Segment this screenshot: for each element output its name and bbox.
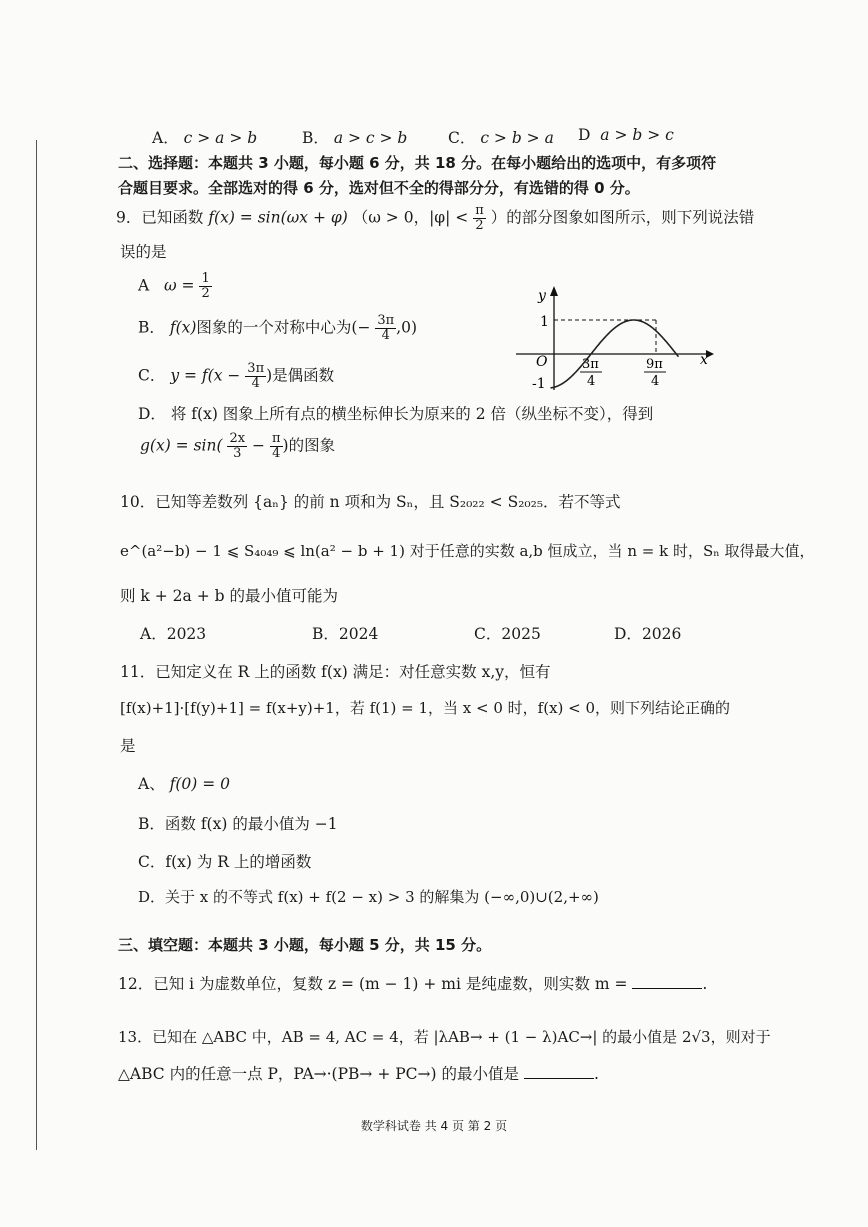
q9-stem: [116, 204, 754, 233]
q12-text: 12．已知 i 为虚数单位，复数 z = (m − 1) + mi 是纯虚数，则实数 m =: [118, 975, 628, 993]
q10-option-d: [614, 622, 681, 644]
q8-option-a: [152, 126, 257, 148]
q10-line1: 10．已知等差数列 {aₙ} 的前 n 项和为 Sₙ，且 S₂₀₂₂ < S₂₀₂₅．若不等式: [120, 493, 621, 511]
option-expr-post: )的图象: [282, 436, 336, 455]
x-tick-9pi-num: 9π: [646, 357, 663, 372]
q9-function: f(x) = sin(ωx + φ): [208, 208, 348, 227]
fraction-denominator: 2: [475, 218, 484, 233]
q12: [118, 972, 707, 994]
x-axis-label: x: [700, 352, 708, 368]
q9-cond-fraction: [473, 204, 486, 233]
x-tick-3pi-num: 3π: [582, 357, 599, 372]
option-value: 2023: [166, 625, 207, 643]
q13-end: .: [593, 1065, 599, 1083]
x-tick-3pi-den: 4: [587, 374, 596, 389]
q10-line2: e^(a²−b) − 1 ⩽ S₄₀₄₉ ⩽ ln(a² − b + 1) 对于任意的实数 a,b 恒成立，当 n = k 时，Sₙ 取得最大值，: [120, 542, 815, 560]
option-text: 图象的一个对称中心为: [196, 318, 352, 337]
option-expr-pre: g(x) = sin(: [140, 436, 223, 455]
option-text: f(x) 为 R 上的增函数: [165, 853, 312, 871]
option-text: f(0) = 0: [169, 775, 231, 793]
q13-line2-text: △ABC 内的任意一点 P，PA→·(PB→ + PC→) 的最小值是: [118, 1065, 519, 1083]
binding-margin-line: [36, 140, 37, 1150]
option-text: 关于 x 的不等式 f(x) + f(2 − x) > 3 的解集为 (−∞,0)∪(2,+∞): [165, 888, 599, 906]
q9-option-d: [138, 402, 653, 424]
q10-option-a: [140, 622, 206, 644]
fraction-numerator: 1: [201, 271, 210, 286]
option-label: D: [578, 126, 591, 144]
option-expr: ω =: [163, 276, 195, 295]
q8-option-b: [302, 126, 407, 148]
q9-option-d-formula: [140, 432, 335, 461]
option-expr: f(x): [169, 318, 197, 337]
q9-option-a: [138, 272, 212, 301]
q9-condition: （ω > 0，|φ| <: [352, 208, 469, 227]
q9-stem-c: 误的是: [120, 243, 167, 261]
section2-line1: 二、选择题：本题共 3 小题，每小题 6 分，共 18 分。在每小题给出的选项中，有多项符: [118, 154, 717, 172]
q9-stem-b: ）的部分图象如图所示，则下列说法错: [490, 208, 755, 227]
option-expr-post: ,0): [396, 318, 418, 337]
option-label: D．: [138, 888, 166, 906]
q13-answer-blank[interactable]: [524, 1077, 594, 1079]
option-label: A: [138, 276, 150, 295]
q9-stem-a: 9．已知函数: [116, 208, 204, 227]
option-expr-pre: y = f(x −: [170, 366, 241, 385]
option-text: 将 f(x) 图象上所有点的横坐标伸长为原来的 2 倍（纵坐标不变），得到: [170, 405, 654, 423]
q11-option-d: [138, 886, 599, 907]
option-expr-post: )是偶函数: [266, 366, 335, 385]
option-label: D．: [138, 405, 166, 423]
q11-line2: [f(x)+1]·[f(y)+1] = f(x+y)+1，若 f(1) = 1，当 x < 0 时，f(x) < 0，则下列结论正确的: [120, 699, 731, 717]
y-tick-neg-one: -1: [532, 376, 546, 392]
q13-line1: 13．已知在 △ABC 中，AB = 4, AC = 4，若 |λAB→ + (1 − λ)AC→| 的最小值是 2√3，则对于: [118, 1028, 771, 1046]
option-fraction-1: [227, 432, 247, 461]
option-label: A．: [152, 129, 179, 147]
option-label: B．: [138, 318, 165, 337]
section3-header: 三、填空题：本题共 3 小题，每小题 5 分，共 15 分。: [118, 936, 492, 954]
option-label: C．: [138, 366, 166, 385]
q11-line1: 11．已知定义在 R 上的函数 f(x) 满足：对任意实数 x,y，恒有: [120, 663, 551, 681]
fraction-denominator: 3: [233, 446, 242, 461]
option-fraction: [199, 272, 211, 301]
fraction-numerator: π: [271, 431, 281, 446]
option-label: B．: [312, 625, 339, 643]
q11-option-c: [138, 850, 311, 872]
option-text: 函数 f(x) 的最小值为 −1: [164, 815, 338, 833]
option-label: B．: [302, 129, 329, 147]
fraction-denominator: 4: [251, 376, 260, 391]
option-expr-pre: (−: [351, 318, 371, 337]
y-axis-arrow-icon: [550, 286, 558, 296]
option-label: B．: [138, 815, 165, 833]
q11-option-a: [138, 772, 230, 794]
q11-line3: 是: [120, 737, 136, 755]
fraction-denominator: 4: [272, 446, 281, 461]
y-axis-label: y: [538, 288, 546, 304]
minus-sign: −: [252, 436, 266, 455]
q9-option-c: [138, 362, 334, 391]
option-label: C．: [138, 853, 166, 871]
option-value: 2024: [338, 625, 379, 643]
option-label: D．: [614, 625, 642, 643]
option-label: C．: [474, 625, 502, 643]
fraction-numerator: 2x: [229, 431, 246, 446]
q13-line2: [118, 1062, 599, 1084]
section2-line2: 合题目要求。全部选对的得 6 分，选对但不全的得部分分，有选错的得 0 分。: [118, 179, 640, 197]
q8-options: [0, 126, 868, 148]
q12-end: .: [702, 975, 708, 993]
fraction-numerator: 3π: [377, 313, 395, 328]
option-fraction: [245, 362, 266, 391]
fraction-denominator: 2: [201, 286, 210, 301]
option-label: A．: [140, 625, 167, 643]
page-footer: 数学科试卷 共 4 页 第 2 页: [360, 1119, 508, 1133]
option-expr: c > a > b: [183, 129, 258, 147]
option-value: 2025: [501, 625, 541, 643]
q10-options: [0, 622, 868, 644]
option-fraction-2: [270, 432, 283, 461]
option-value: 2026: [641, 625, 682, 643]
option-label: C．: [448, 129, 476, 147]
q9-option-b: [138, 314, 417, 343]
x-tick-9pi-den: 4: [651, 374, 660, 389]
fraction-denominator: 4: [381, 328, 390, 343]
q9-sine-graph: [510, 282, 720, 402]
q10-option-b: [312, 622, 378, 644]
option-expr: c > b > a: [480, 129, 554, 147]
q10-line3: 则 k + 2a + b 的最小值可能为: [120, 587, 338, 605]
q8-option-c: [448, 126, 554, 148]
y-tick-one: 1: [540, 314, 549, 330]
option-expr: a > c > b: [333, 129, 408, 147]
origin-label: O: [536, 354, 548, 370]
fraction-numerator: 3π: [247, 361, 265, 376]
q11-option-b: [138, 812, 338, 834]
q8-option-d: [578, 126, 674, 144]
q10-option-c: [474, 622, 541, 644]
option-label: A、: [138, 775, 165, 793]
fraction-numerator: π: [475, 203, 484, 218]
option-expr: a > b > c: [600, 126, 674, 144]
q12-answer-blank[interactable]: [632, 987, 702, 989]
option-fraction: [375, 314, 396, 343]
